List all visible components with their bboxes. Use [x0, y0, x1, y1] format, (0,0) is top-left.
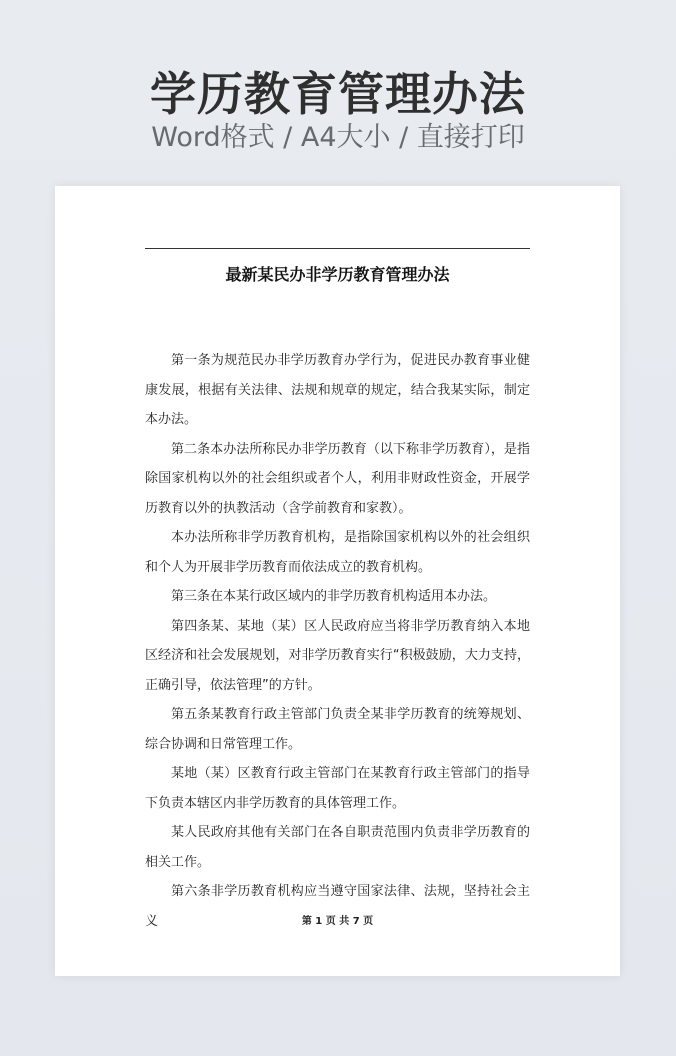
banner-subtitle: Word格式 / A4大小 / 直接打印: [151, 122, 525, 153]
paragraph: 某地（某）区教育行政主管部门在某教育行政主管部门的指导下负责本辖区内非学历教育的具体管理工作。: [145, 766, 530, 811]
banner-title: 学历教育管理办法: [150, 67, 526, 121]
paragraph: 第六条非学历教育机构应当遵守国家法律、法规，坚持社会主义: [145, 884, 530, 929]
document-page: [55, 186, 620, 976]
paragraph: 某人民政府其他有关部门在各自职责范围内负责非学历教育的相关工作。: [145, 825, 530, 870]
paragraph: 本办法所称非学历教育机构，是指除国家机构以外的社会组织和个人为开展非学历教育而依法成立的教育机构。: [145, 530, 530, 575]
paragraph: 第二条本办法所称民办非学历教育（以下称非学历教育），是指除国家机构以外的社会组织或者个人，利用非财政性资金，开展学历教育以外的执教活动（含学前教育和家教）。: [145, 441, 530, 516]
paragraph: 第一条为规范民办非学历教育办学行为，促进民办教育事业健康发展，根据有关法律、法规和规章的规定，结合我某实际，制定本办法。: [145, 353, 530, 427]
paragraph: 第五条某教育行政主管部门负责全某非学历教育的统筹规划、综合协调和日常管理工作。: [145, 707, 530, 752]
paragraph: 第四条某、某地（某）区人民政府应当将非学历教育纳入本地区经济和社会发展规划，对非学历教育实行“积极鼓励，大力支持，正确引导，依法管理”的方针。: [145, 618, 530, 693]
paragraph: 第三条在本某行政区域内的非学历教育机构适用本办法。: [171, 589, 497, 604]
header-rule: [145, 248, 530, 249]
page-number: 第 1 页 共 7 页: [301, 916, 374, 927]
document-title: 最新某民办非学历教育管理办法: [225, 265, 450, 284]
document-body: [145, 346, 530, 936]
